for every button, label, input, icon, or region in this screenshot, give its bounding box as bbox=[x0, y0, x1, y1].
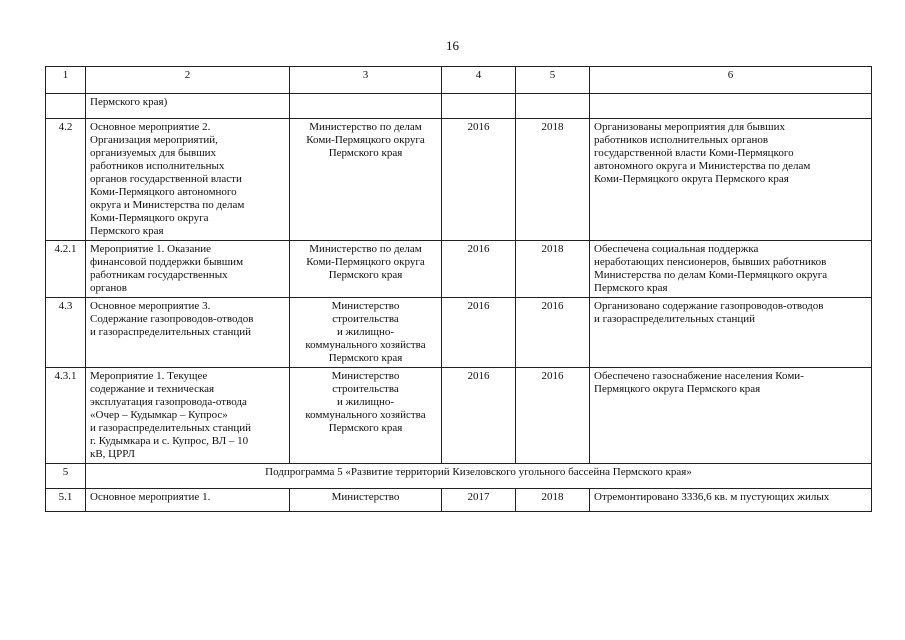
page-number: 16 bbox=[446, 38, 459, 53]
executor bbox=[290, 119, 442, 241]
end-year: 2018 bbox=[516, 489, 590, 512]
start-year: 2017 bbox=[442, 489, 516, 512]
executor: Министерство bbox=[290, 489, 442, 512]
expected-result bbox=[590, 298, 872, 368]
row-number: 4.2 bbox=[46, 119, 86, 241]
header-cell: 4 bbox=[442, 67, 516, 94]
executor-text: Министерство строительства и жилищно- коммунального хозяйства Пермского края bbox=[305, 370, 426, 434]
row-number: 5.1 bbox=[46, 489, 86, 512]
subprogram-number: 5 bbox=[46, 464, 86, 489]
expected-result bbox=[590, 368, 872, 464]
start-year: 2016 bbox=[442, 241, 516, 298]
table-row bbox=[46, 368, 872, 464]
end-year: 2016 bbox=[516, 368, 590, 464]
row-number: 4.2.1 bbox=[46, 241, 86, 298]
executor-text: Министерство по делам Коми-Пермяцкого округа Пермского края bbox=[306, 121, 425, 159]
row-number: 4.3.1 bbox=[46, 368, 86, 464]
executor bbox=[290, 368, 442, 464]
expected-result-text: Организованы мероприятия для бывших работников исполнительных органов государственной власти Коми-Пермяцкого автономного округа и Министерства по делам Коми-Пермяцкого округа Пермского края bbox=[594, 121, 811, 185]
executor bbox=[290, 298, 442, 368]
start-year: 2016 bbox=[442, 119, 516, 241]
header-cell: 2 bbox=[86, 67, 290, 94]
activity-name: Пермского края) bbox=[86, 94, 290, 119]
header-row bbox=[46, 67, 872, 94]
end-year bbox=[516, 94, 590, 119]
expected-result-text: Обеспечено газоснабжение населения Коми- Пермяцкого округа Пермского края bbox=[594, 370, 804, 395]
activity-name-text: Основное мероприятие 3. Содержание газопроводов-отводов и газораспределительных станций bbox=[90, 300, 254, 338]
end-year: 2018 bbox=[516, 119, 590, 241]
executor bbox=[290, 241, 442, 298]
row-number: 4.3 bbox=[46, 298, 86, 368]
subprogram-title: Подпрограмма 5 «Развитие территорий Кизеловского угольного бассейна Пермского края» bbox=[86, 464, 872, 489]
executor bbox=[290, 94, 442, 119]
activity-name bbox=[86, 119, 290, 241]
expected-result-text: Обеспечена социальная поддержка неработающих пенсионеров, бывших работников Министерства по делам Коми-Пермяцкого округа Пермского края bbox=[594, 243, 828, 294]
executor-text: Министерство строительства и жилищно- коммунального хозяйства Пермского края bbox=[305, 300, 426, 364]
start-year: 2016 bbox=[442, 368, 516, 464]
row-number bbox=[46, 94, 86, 119]
expected-result-text: Организовано содержание газопроводов-отводов и газораспределительных станций bbox=[594, 300, 824, 325]
subprogram-row bbox=[46, 464, 872, 489]
activity-name-text: Мероприятие 1. Текущее содержание и техническая эксплуатация газопровода-отвода «Очер – Кудымкар – Купрос» и газораспределительных станций г. Кудымкара и с. Купрос, ВЛ – 10 кВ, ЦРРЛ bbox=[90, 370, 252, 460]
activity-name bbox=[86, 298, 290, 368]
activity-name bbox=[86, 241, 290, 298]
continuation-row bbox=[46, 94, 872, 119]
end-year: 2018 bbox=[516, 241, 590, 298]
header-cell: 5 bbox=[516, 67, 590, 94]
expected-result bbox=[590, 241, 872, 298]
table-row bbox=[46, 241, 872, 298]
end-year: 2016 bbox=[516, 298, 590, 368]
table-row bbox=[46, 489, 872, 512]
start-year bbox=[442, 94, 516, 119]
header-cell: 3 bbox=[290, 67, 442, 94]
activity-name bbox=[86, 368, 290, 464]
table-row bbox=[46, 298, 872, 368]
header-cell: 6 bbox=[590, 67, 872, 94]
executor-text: Министерство по делам Коми-Пермяцкого округа Пермского края bbox=[306, 243, 425, 281]
expected-result: Отремонтировано 3336,6 кв. м пустующих жилых bbox=[590, 489, 872, 512]
activity-name-text: Основное мероприятие 2. Организация мероприятий, организуемых для бывших работников исполнительных органов государственной власти Коми-Пермяцкого автономного округа и Министерства по делам Коми-Пермяцкого округа Пермского края bbox=[90, 121, 245, 237]
start-year: 2016 bbox=[442, 298, 516, 368]
table-row bbox=[46, 119, 872, 241]
activity-name-text: Мероприятие 1. Оказание финансовой поддержки бывшим работникам государственных органов bbox=[90, 243, 244, 294]
program-table bbox=[45, 66, 872, 512]
expected-result bbox=[590, 119, 872, 241]
header-cell: 1 bbox=[46, 67, 86, 94]
expected-result bbox=[590, 94, 872, 119]
activity-name: Основное мероприятие 1. bbox=[86, 489, 290, 512]
